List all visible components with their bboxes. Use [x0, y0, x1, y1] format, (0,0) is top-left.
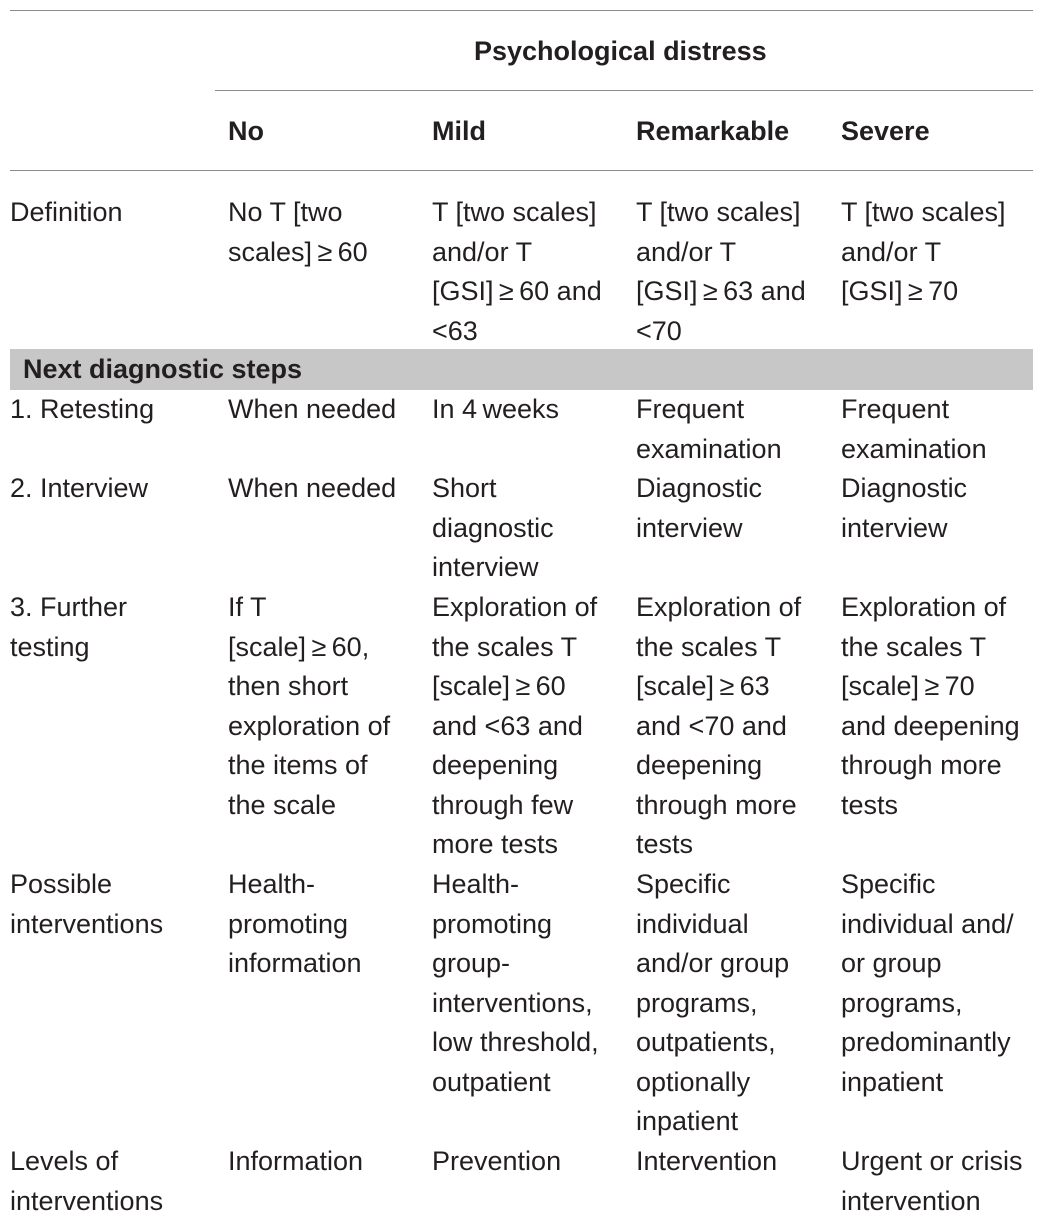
cell-line: testing: [10, 631, 90, 662]
cell-line: Short: [432, 473, 497, 503]
cell-line: 1. Retesting: [10, 394, 155, 424]
cell-line: through more: [636, 789, 797, 820]
row-possible-interventions-no: [228, 865, 362, 984]
row-definition-remarkable: [636, 193, 806, 351]
cell-line: Exploration of: [841, 592, 1007, 622]
cell-line: and deepening: [841, 710, 1020, 741]
cell-line: the scales T: [841, 631, 987, 662]
cell-line: Health-: [432, 869, 520, 899]
cell-line: tests: [636, 829, 694, 859]
row-further-testing-mild: [432, 588, 597, 865]
row-definition-mild: [432, 193, 602, 351]
cell-line: Health-: [228, 869, 316, 899]
cell-line: interview: [636, 512, 743, 543]
row-further-testing-remarkable: [636, 588, 801, 865]
cell-line: examination: [636, 433, 782, 464]
cell-line: deepening: [432, 750, 559, 780]
cell-line: predominantly: [841, 1027, 1011, 1057]
col-header-severe: Severe: [841, 116, 930, 146]
cell-line: [GSI] ≥ 70: [841, 276, 959, 306]
cell-line: Urgent or crisis: [841, 1146, 1023, 1176]
cell-line: individual: [636, 908, 749, 939]
row-possible-interventions-remarkable: [636, 865, 789, 1142]
cell-line: When needed: [228, 394, 397, 424]
cell-line: Specific: [841, 869, 936, 899]
cell-line: group-: [432, 948, 511, 978]
cell-line: T [two scales]: [841, 197, 1006, 227]
row-levels-of-interventions-label: [10, 1142, 163, 1221]
row-definition-severe: [841, 193, 1006, 312]
cell-line: 2. Interview: [10, 473, 149, 503]
row-retesting-remarkable: [636, 390, 782, 469]
cell-line: promoting: [432, 908, 553, 939]
cell-line: Information: [228, 1146, 364, 1176]
row-possible-interventions-severe: [841, 865, 1014, 1102]
cell-line: tests: [841, 789, 899, 820]
cell-line: outpatient: [432, 1066, 551, 1097]
cell-line: inpatient: [636, 1106, 739, 1136]
cell-line: the items of: [228, 750, 368, 780]
col-header-no: No: [228, 116, 264, 146]
cell-line: [scale] ≥ 60: [432, 671, 566, 701]
cell-line: the scales T: [636, 631, 782, 662]
group-title: Psychological distress: [474, 36, 767, 66]
cell-line: Frequent: [841, 394, 950, 424]
cell-line: [scale] ≥ 70: [841, 671, 975, 701]
cell-line: inpatient: [841, 1066, 944, 1097]
col-header-remarkable: Remarkable: [636, 116, 790, 146]
row-levels-of-interventions-remarkable: [636, 1142, 777, 1182]
cell-line: more tests: [432, 829, 559, 859]
cell-line: interventions: [10, 1185, 164, 1216]
cell-line: examination: [841, 433, 987, 464]
row-further-testing-no: [228, 588, 390, 825]
cell-line: Frequent: [636, 394, 745, 424]
cell-line: scales] ≥ 60: [228, 236, 368, 267]
cell-line: interventions: [10, 908, 164, 939]
cell-line: T [two scales]: [636, 197, 801, 227]
row-retesting-severe: [841, 390, 987, 469]
cell-line: interventions,: [432, 987, 593, 1018]
section-title: Next diagnostic steps: [23, 354, 303, 384]
row-retesting-label: [10, 390, 154, 430]
cell-line: intervention: [841, 1185, 981, 1216]
cell-line: and/or T: [841, 236, 942, 267]
row-possible-interventions-label: [10, 865, 163, 944]
cell-line: or group: [841, 948, 942, 978]
top-rule: [10, 10, 1033, 11]
cell-line: No T [two: [228, 197, 343, 227]
cell-line: interview: [432, 552, 539, 582]
cell-line: outpatients,: [636, 1027, 776, 1057]
cell-line: When needed: [228, 473, 397, 503]
cell-line: optionally: [636, 1066, 751, 1097]
cell-line: Diagnostic: [636, 473, 763, 503]
cell-line: individual and/: [841, 908, 1014, 939]
cell-line: In 4 weeks: [432, 394, 559, 424]
cell-line: and <70 and: [636, 710, 787, 741]
cell-line: [GSI] ≥ 60 and: [432, 276, 602, 306]
row-interview-remarkable: [636, 469, 762, 548]
cell-line: information: [228, 948, 362, 978]
cell-line: low threshold,: [432, 1027, 599, 1057]
cell-line: and/or T: [432, 236, 533, 267]
row-interview-mild: [432, 469, 554, 588]
cell-line: 3. Further: [10, 592, 128, 622]
cell-line: [scale] ≥ 63: [636, 671, 770, 701]
cell-line: Exploration of: [432, 592, 598, 622]
cell-line: <70: [636, 315, 682, 346]
cell-line: deepening: [636, 750, 763, 780]
cell-line: If T: [228, 592, 267, 622]
cell-line: Diagnostic: [841, 473, 968, 503]
cell-line: Levels of: [10, 1146, 119, 1176]
cell-line: through more: [841, 750, 1002, 780]
cell-line: and <63 and: [432, 710, 583, 741]
row-interview-label: [10, 469, 148, 509]
cell-line: interview: [841, 512, 948, 543]
cell-line: and/or T: [636, 236, 737, 267]
row-levels-of-interventions-no: [228, 1142, 363, 1182]
row-definition-no: [228, 193, 368, 272]
cell-line: Specific: [636, 869, 731, 899]
cell-line: <63: [432, 315, 478, 346]
group-rule: [215, 90, 1033, 91]
cell-line: through few: [432, 789, 574, 820]
row-possible-interventions-mild: [432, 865, 599, 1102]
row-further-testing-label: [10, 588, 127, 667]
row-levels-of-interventions-mild: [432, 1142, 561, 1182]
cell-line: diagnostic: [432, 512, 554, 543]
cell-line: T [two scales]: [432, 197, 597, 227]
row-further-testing-severe: [841, 588, 1020, 825]
cell-line: programs,: [636, 987, 758, 1018]
header-rule: [10, 170, 1033, 171]
cell-line: Possible: [10, 869, 113, 899]
cell-line: exploration of: [228, 710, 391, 741]
row-interview-no: [228, 469, 396, 509]
cell-line: the scales T: [432, 631, 578, 662]
cell-line: Definition: [10, 197, 123, 227]
col-header-mild: Mild: [432, 116, 486, 146]
cell-line: promoting: [228, 908, 349, 939]
row-levels-of-interventions-severe: [841, 1142, 1023, 1221]
row-definition-label: [10, 193, 123, 233]
row-retesting-no: [228, 390, 396, 430]
cell-line: and/or group: [636, 948, 790, 978]
cell-line: Intervention: [636, 1146, 778, 1176]
cell-line: then short: [228, 671, 349, 701]
cell-line: Exploration of: [636, 592, 802, 622]
row-interview-severe: [841, 469, 967, 548]
cell-line: [GSI] ≥ 63 and: [636, 276, 806, 306]
cell-line: [scale] ≥ 60,: [228, 631, 370, 662]
cell-line: the scale: [228, 789, 337, 820]
row-retesting-mild: [432, 390, 559, 430]
cell-line: programs,: [841, 987, 963, 1018]
cell-line: Prevention: [432, 1146, 562, 1176]
